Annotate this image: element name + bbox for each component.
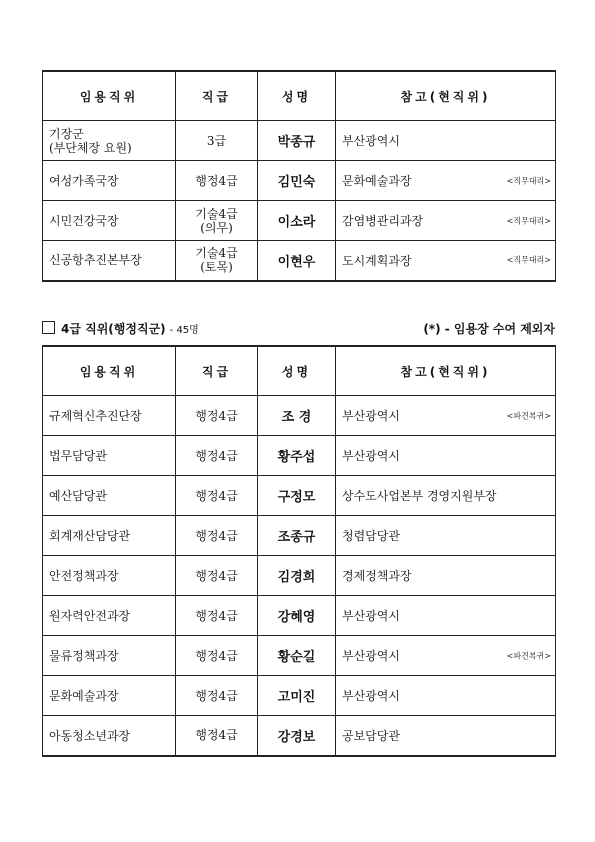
reference-note: <직무대리> xyxy=(506,216,551,225)
appointment-table-grade4 xyxy=(42,345,556,757)
table-row xyxy=(43,716,556,756)
position-cell xyxy=(43,241,176,281)
reference-cell xyxy=(336,676,556,716)
reference-cell xyxy=(336,201,556,241)
section-title: 4급 직위(행정직군) xyxy=(61,322,166,336)
position-cell: 안전정책과장 xyxy=(43,556,176,596)
position-cell xyxy=(43,121,176,161)
position-cell xyxy=(43,201,176,241)
grade-line: 3급 xyxy=(206,133,227,148)
table-row xyxy=(43,556,556,596)
table-header-row xyxy=(43,346,556,396)
reference-text: 상수도사업본부 경영지원부장 xyxy=(342,489,497,503)
name-cell: 박종규 xyxy=(258,121,336,161)
section-heading xyxy=(42,320,555,338)
name-cell: 강혜영 xyxy=(258,596,336,636)
reference-text: 부산광역시 xyxy=(342,409,400,423)
header-reference: 참고(현직위) xyxy=(336,346,556,396)
reference-text: 감염병관리과장 xyxy=(342,214,424,228)
position-cell: 원자력안전과장 xyxy=(43,596,176,636)
table-row xyxy=(43,161,556,201)
header-name: 성명 xyxy=(258,346,336,396)
grade-line: 기술4급 xyxy=(195,246,238,261)
reference-cell xyxy=(336,636,556,676)
grade-cell: 행정4급 xyxy=(176,476,258,516)
position-line: 기장군 xyxy=(49,126,84,141)
grade-cell: 행정4급 xyxy=(176,676,258,716)
table-row xyxy=(43,596,556,636)
name-cell: 이소라 xyxy=(258,201,336,241)
reference-note: <직무대리> xyxy=(506,255,551,265)
position-cell: 회계재산담당관 xyxy=(43,516,176,556)
reference-cell xyxy=(336,476,556,516)
name-cell: 황주섭 xyxy=(258,436,336,476)
position-line: 신공항추진본부장 xyxy=(49,253,142,268)
position-cell: 아동청소년과장 xyxy=(43,716,176,756)
table-row xyxy=(43,476,556,516)
reference-cell xyxy=(336,121,556,161)
position-line: 여성가족국장 xyxy=(49,173,119,188)
grade-line: 기술4급 xyxy=(195,206,238,221)
reference-text: 부산광역시 xyxy=(342,449,400,463)
position-cell: 법무담당관 xyxy=(43,436,176,476)
position-cell: 예산담당관 xyxy=(43,476,176,516)
reference-cell xyxy=(336,516,556,556)
name-cell: 강경보 xyxy=(258,716,336,756)
reference-text: 공보담당관 xyxy=(342,728,400,743)
table-row xyxy=(43,121,556,161)
grade-cell xyxy=(176,201,258,241)
reference-text: 부산광역시 xyxy=(342,134,400,148)
reference-text: 경제정책과장 xyxy=(342,569,412,583)
table-row xyxy=(43,636,556,676)
appointment-table-senior xyxy=(42,70,556,282)
position-line: (부단체장 요원) xyxy=(49,140,132,155)
reference-text: 문화예술과장 xyxy=(342,174,412,188)
name-cell: 김민숙 xyxy=(258,161,336,201)
name-cell: 황순길 xyxy=(258,636,336,676)
reference-note: <파견복귀> xyxy=(506,651,551,660)
grade-cell: 행정4급 xyxy=(176,516,258,556)
table-row xyxy=(43,241,556,281)
position-cell: 물류정책과장 xyxy=(43,636,176,676)
table-row xyxy=(43,516,556,556)
grade-cell: 행정4급 xyxy=(176,636,258,676)
header-grade: 직급 xyxy=(176,71,258,121)
name-cell: 김경희 xyxy=(258,556,336,596)
grade-cell xyxy=(176,121,258,161)
table-row xyxy=(43,201,556,241)
name-cell: 고미진 xyxy=(258,676,336,716)
reference-text: 부산광역시 xyxy=(342,609,400,623)
table-header-row xyxy=(43,71,556,121)
header-reference: 참고(현직위) xyxy=(336,71,556,121)
reference-note: <직무대리> xyxy=(506,176,551,185)
grade-cell xyxy=(176,241,258,281)
position-line: 시민건강국장 xyxy=(49,213,119,228)
reference-cell xyxy=(336,161,556,201)
name-cell: 조종규 xyxy=(258,516,336,556)
table-row xyxy=(43,396,556,436)
reference-text: 부산광역시 xyxy=(342,689,400,703)
name-cell: 조 경 xyxy=(258,396,336,436)
header-position: 임용직위 xyxy=(43,346,176,396)
name-cell: 구정모 xyxy=(258,476,336,516)
name-cell: 이현우 xyxy=(258,241,336,281)
table-row xyxy=(43,436,556,476)
section-count: - 45명 xyxy=(169,325,199,336)
grade-cell xyxy=(176,161,258,201)
reference-cell xyxy=(336,716,556,756)
grade-line: 행정4급 xyxy=(195,173,238,188)
grade-line: (토목) xyxy=(200,260,233,275)
checkbox-square-icon xyxy=(42,321,55,334)
table-row xyxy=(43,676,556,716)
position-cell: 규제혁신추진단장 xyxy=(43,396,176,436)
position-cell xyxy=(43,161,176,201)
grade-cell: 행정4급 xyxy=(176,596,258,636)
reference-text: 도시계획과장 xyxy=(342,253,412,268)
header-grade: 직급 xyxy=(176,346,258,396)
grade-line: (의무) xyxy=(200,220,233,235)
reference-cell xyxy=(336,241,556,281)
reference-text: 청렴담당관 xyxy=(342,529,400,543)
grade-cell: 행정4급 xyxy=(176,556,258,596)
grade-cell: 행정4급 xyxy=(176,436,258,476)
reference-note: <파견복귀> xyxy=(506,411,551,420)
reference-cell xyxy=(336,556,556,596)
reference-cell xyxy=(336,596,556,636)
reference-cell xyxy=(336,396,556,436)
position-cell: 문화예술과장 xyxy=(43,676,176,716)
header-name: 성명 xyxy=(258,71,336,121)
header-position: 임용직위 xyxy=(43,71,176,121)
reference-cell xyxy=(336,436,556,476)
section-right-note: (*) - 임용장 수여 제외자 xyxy=(423,322,555,336)
grade-cell: 행정4급 xyxy=(176,716,258,756)
grade-cell: 행정4급 xyxy=(176,396,258,436)
reference-text: 부산광역시 xyxy=(342,649,400,663)
